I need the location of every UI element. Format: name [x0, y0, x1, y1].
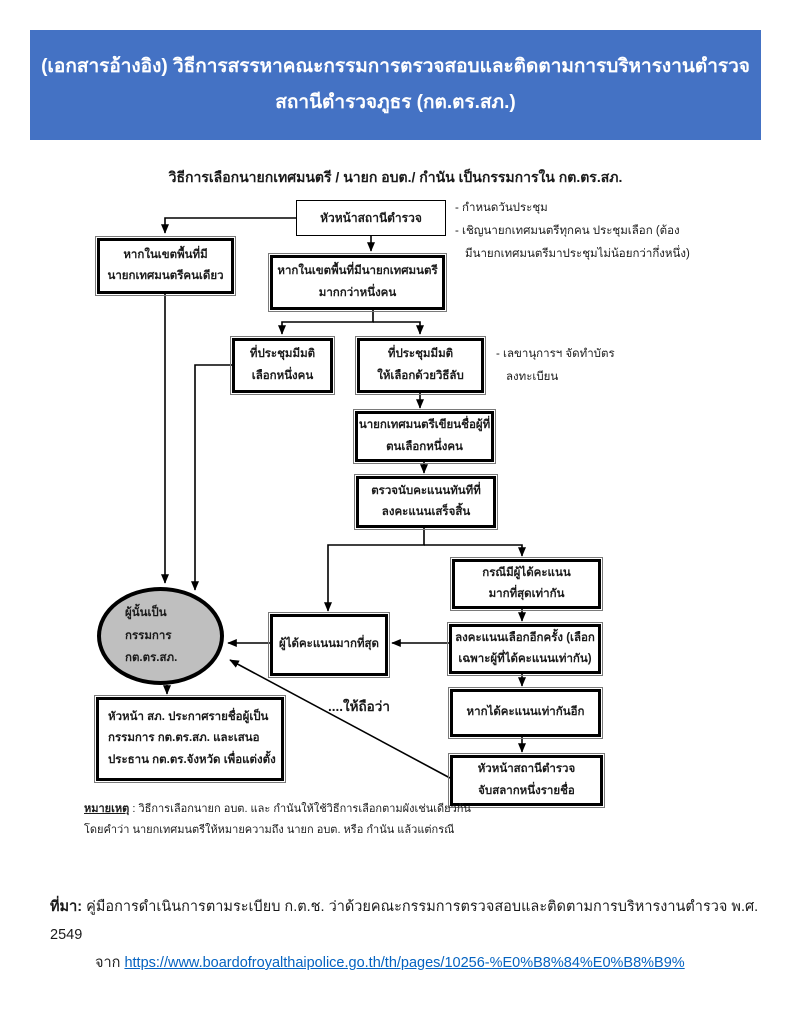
- node-label: นายกเทศมนตรีคนเดียว: [107, 270, 224, 282]
- annotation-line: - กำหนดวันประชุม: [455, 202, 548, 214]
- node-label: นายกเทศมนตรีเขียนชื่อผู้ที่: [358, 419, 491, 432]
- node-label: หัวหน้าสถานีตำรวจ: [477, 763, 576, 776]
- label-considered-as: ....ให้ถือว่า: [328, 699, 390, 714]
- node-label: จับสลากหนึ่งรายชื่อ: [478, 784, 575, 797]
- footnote-text: : วิธีการเลือกนายก อบต. และ กำนันให้ใช้วิธีการเลือกตามผังเช่นเดียวกัน: [129, 803, 471, 815]
- node-label: มากกว่าหนึ่งคน: [318, 286, 397, 299]
- node-resolution-choose-one: [232, 338, 333, 393]
- node-label: ที่ประชุมมีมติ: [249, 348, 316, 361]
- node-label: ผู้นั้นเป็น: [125, 607, 167, 620]
- node-label: หากได้คะแนนเท่ากันอีก: [466, 706, 585, 719]
- node-label: ลงคะแนนเลือกอีกครั้ง (เลือก: [455, 631, 595, 644]
- title-line-1: (เอกสารอ้างอิง) วิธีการสรรหาคณะกรรมการตรวจสอบและติดตามการบริหารงานตำรวจ: [41, 56, 750, 77]
- node-label: กต.ตร.สภ.: [125, 652, 178, 665]
- footnote-text-line2: โดยคำว่า นายกเทศมนตรีให้หมายความถึง นายก อบต. หรือ กำนัน แล้วแต่กรณี: [84, 824, 455, 836]
- title-line-2: สถานีตำรวจภูธร (กต.ตร.สภ.): [275, 92, 516, 113]
- node-label: ตรวจนับคะแนนทันทีที่: [371, 484, 481, 497]
- node-resolution-secret-vote: [357, 338, 484, 393]
- connector-multi-to-resolution-one: [282, 310, 373, 334]
- citation-text: คู่มือการดำเนินการตามระเบียบ ก.ต.ช. ว่าด้วยคณะกรรมการตรวจสอบและติดตามการบริหารงานตำรวจ พ.ศ. 2549: [50, 899, 759, 943]
- annotation-meeting: [455, 197, 690, 266]
- connector-count-to-mostvotes: [328, 528, 424, 611]
- annotation-secretary: [496, 343, 615, 389]
- node-multiple-mayors: [270, 255, 445, 310]
- node-label: ให้เลือกด้วยวิธีลับ: [377, 369, 464, 382]
- citation-link[interactable]: https://www.boardofroyalthaipolice.go.th/th/pages/10256-%E0%B8%84%E0%B8%B9%: [124, 955, 685, 971]
- annotation-line: ลงทะเบียน: [506, 371, 559, 383]
- connector-multi-to-resolution-secret: [373, 322, 420, 334]
- node-label: เฉพาะผู้ที่ได้คะแนนเท่ากัน): [458, 653, 592, 665]
- citation-label: ที่มา:: [50, 899, 83, 915]
- node-label: ตนเลือกหนึ่งคน: [386, 440, 463, 453]
- node-label: หากในเขตพื้นที่มี: [123, 248, 208, 261]
- node-revote: [449, 624, 601, 674]
- footnote: [84, 799, 471, 841]
- node-tie-again: [450, 689, 601, 737]
- citation-from-word: จาก: [95, 955, 125, 971]
- node-write-name: [355, 411, 494, 462]
- node-most-votes: [270, 614, 388, 676]
- node-label: กรรมการ: [125, 629, 172, 642]
- connector-count-to-tiecase: [424, 545, 522, 556]
- node-single-mayor: [97, 238, 234, 294]
- node-label: หากในเขตพื้นที่มีนายกเทศมนตรี: [277, 265, 438, 278]
- connector-chief-to-single: [165, 218, 296, 233]
- footnote-label: หมายเหตุ: [84, 803, 130, 815]
- node-announce-result: [96, 697, 284, 781]
- node-label: เลือกหนึ่งคน: [251, 369, 314, 382]
- node-label: ลงคะแนนเสร็จสิ้น: [381, 506, 471, 518]
- node-label: กรรมการ กต.ตร.สภ. และเสนอ: [108, 732, 260, 745]
- node-tie-case: [452, 559, 601, 609]
- annotation-line: - เชิญนายกเทศมนตรีทุกคน ประชุมเลือก (ต้อง: [455, 225, 680, 237]
- connector-resolution-one-to-oval: [195, 365, 232, 590]
- node-label: หัวหน้า สภ. ประกาศรายชื่อผู้เป็น: [108, 711, 269, 724]
- node-label: ผู้ได้คะแนนมากที่สุด: [278, 638, 380, 651]
- annotation-line: - เลขานุการฯ จัดทำบัตร: [496, 348, 615, 360]
- node-label: ที่ประชุมมีมติ: [387, 348, 454, 361]
- node-count-votes: [356, 476, 496, 528]
- node-label: มากที่สุดเท่ากัน: [488, 588, 565, 600]
- node-draw-lots: [450, 755, 603, 806]
- node-label: หัวหน้าสถานีตำรวจ: [320, 210, 422, 225]
- node-result-oval: [97, 587, 224, 685]
- node-label: กรณีมีผู้ได้คะแนน: [482, 566, 571, 579]
- annotation-line: มีนายกเทศมนตรีมาประชุมไม่น้อยกว่ากึ่งหนึ่ง): [465, 248, 690, 260]
- flowchart-title: วิธีการเลือกนายกเทศมนตรี / นายก อบต./ กำนัน เป็นกรรมการใน กต.ตร.สภ.: [168, 169, 623, 185]
- node-label: ประธาน กต.ตร.จังหวัด เพื่อแต่งตั้ง: [108, 753, 276, 766]
- citation: [50, 893, 791, 977]
- node-police-chief: [296, 200, 446, 236]
